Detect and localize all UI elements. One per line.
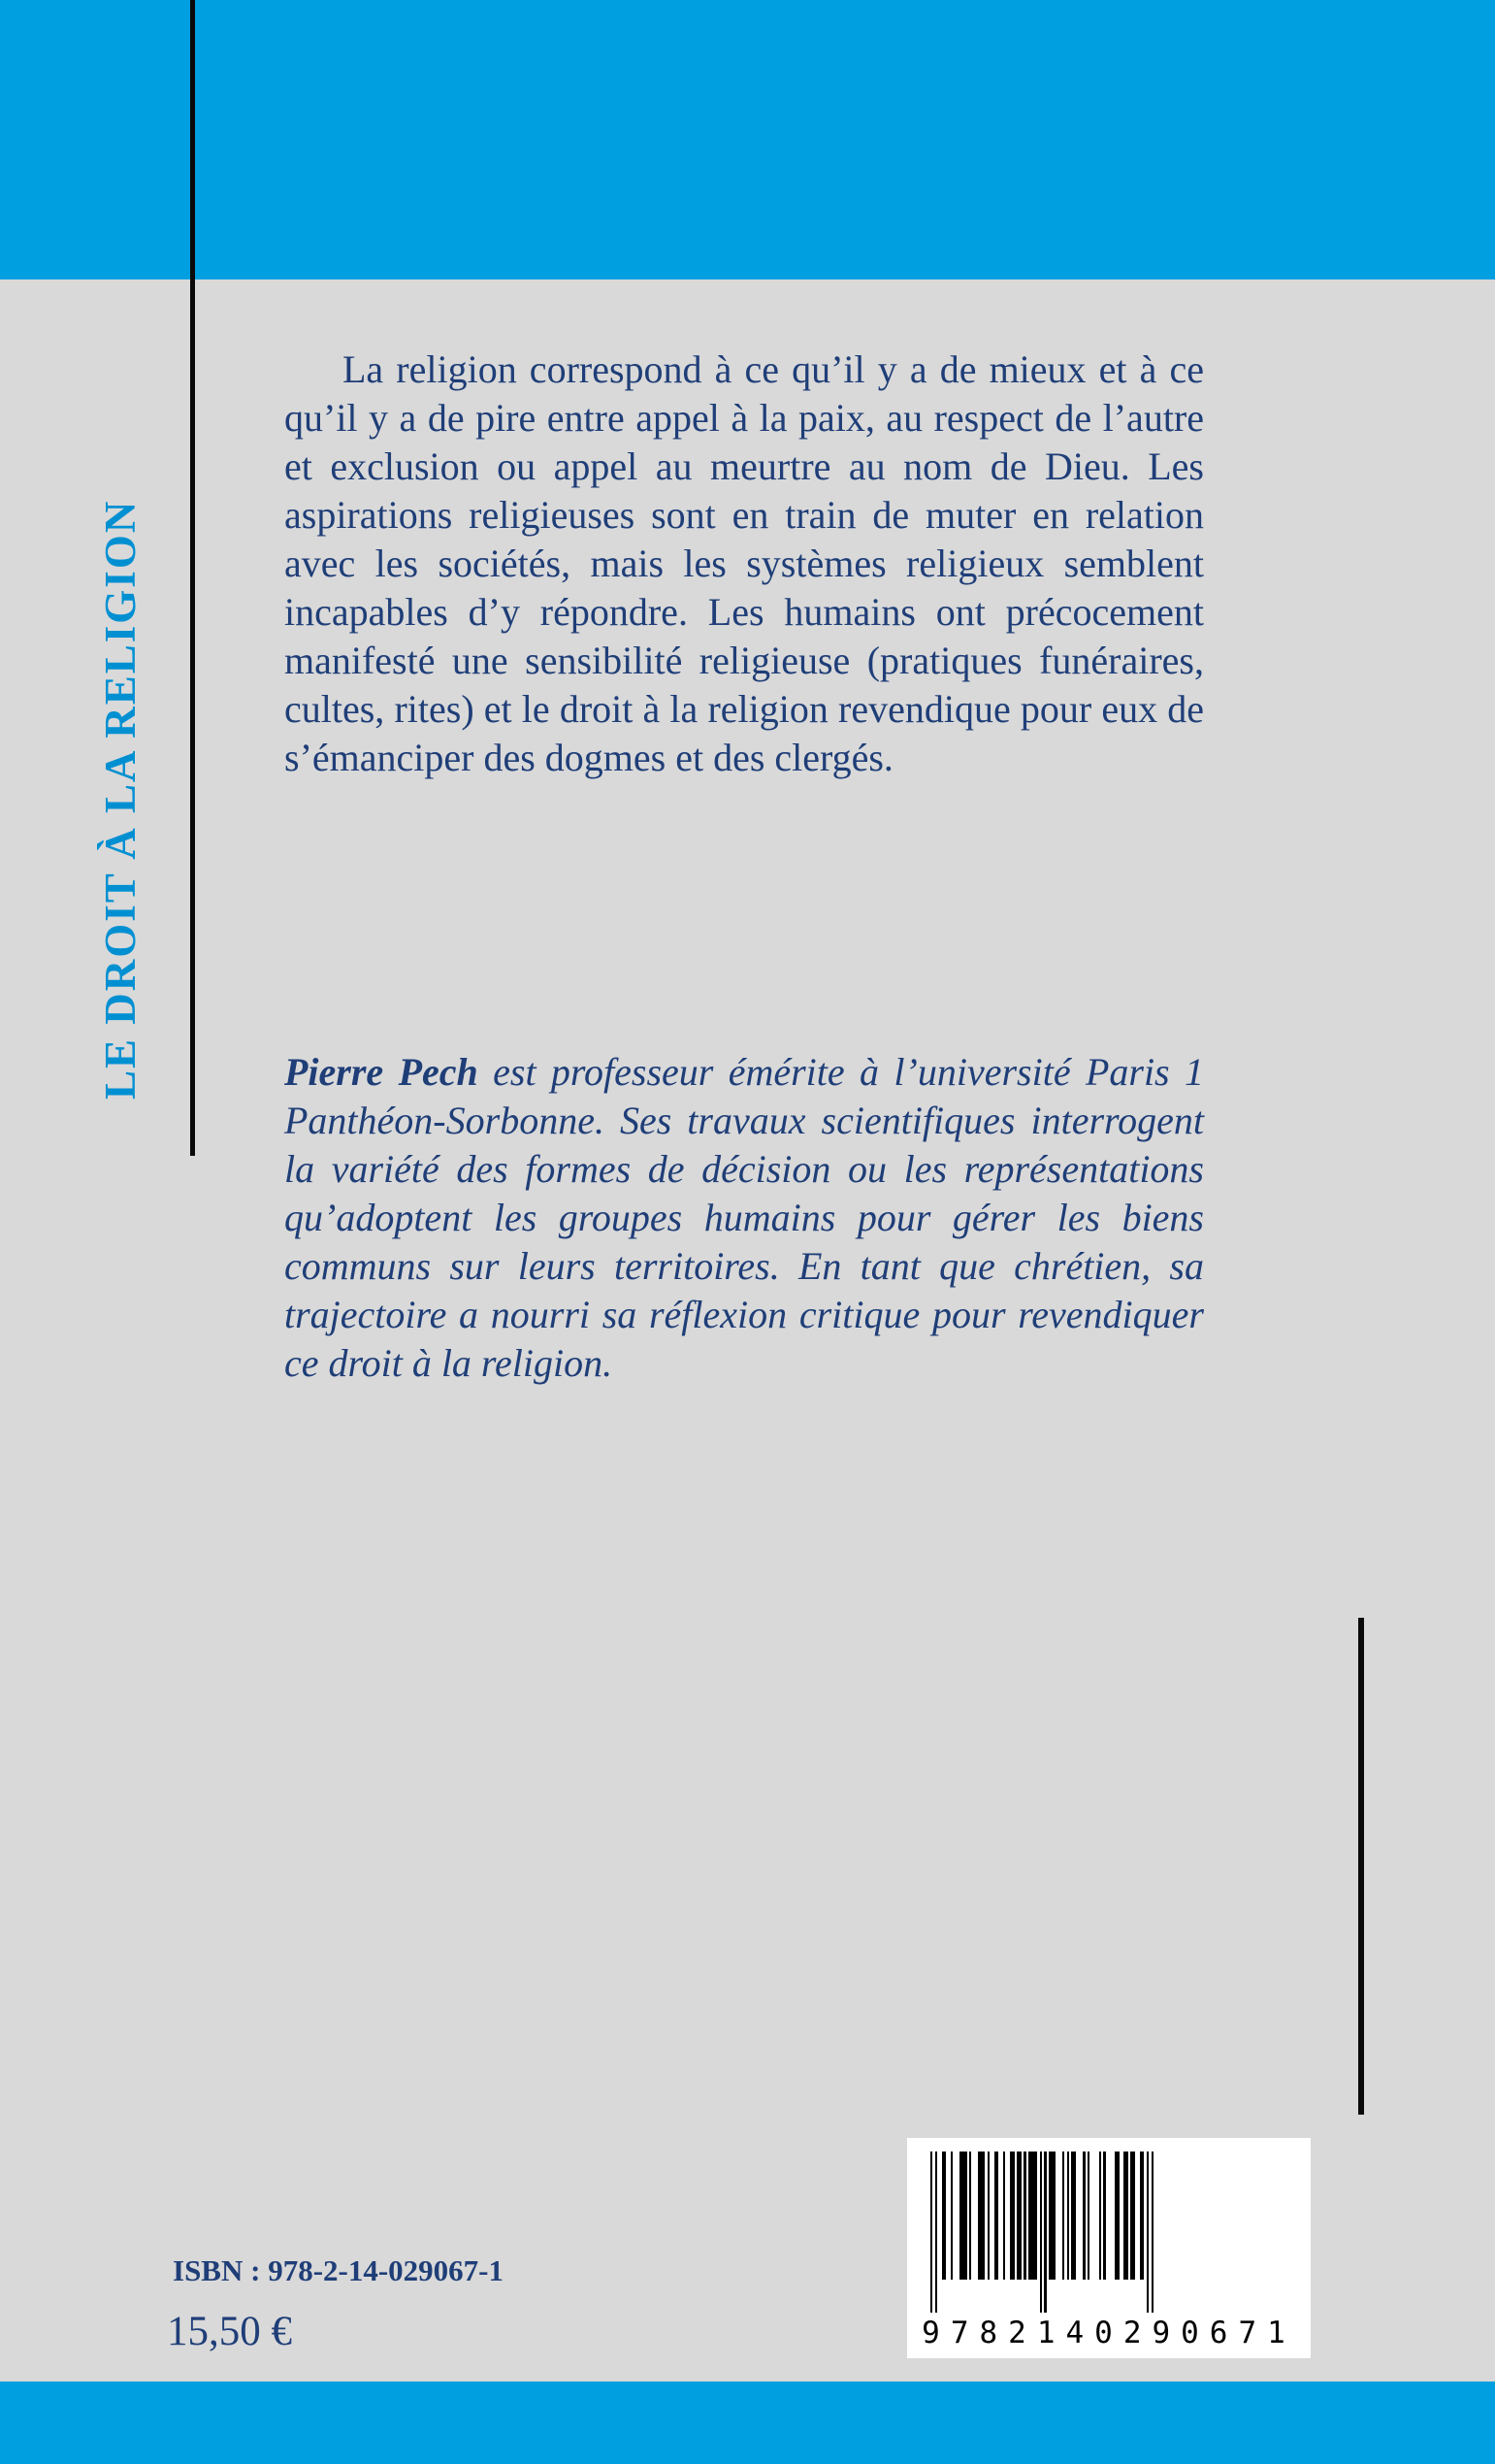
barcode-panel [907,2138,1311,2358]
author-bio-paragraph [284,1048,1204,1388]
left-vertical-rule [190,0,195,1156]
top-blue-band [0,0,1495,279]
author-name: Pierre Pech [284,1050,478,1094]
barcode-number: 9782140290671 [922,2316,1296,2350]
bottom-blue-band [0,2382,1495,2464]
author-bio-text: est professeur émérite à l’université Paris 1 Panthéon-Sorbonne. Ses travaux scientifiques interrogent la variété des formes de décision ou les représentations qu’adoptent les groupes humains pour gérer les biens communs sur leurs territoires. En tant que chrétien, sa trajectoire a nourri sa réflexion critique pour revendiquer ce droit à la religion. [284,1050,1204,1385]
spine-title: LE DROIT À LA RELIGION [96,499,145,1100]
isbn-label: ISBN : 978-2-14-029067-1 [173,2253,504,2287]
price-label: 15,50 € [167,2309,292,2354]
synopsis-paragraph: La religion correspond à ce qu’il y a de mieux et à ce qu’il y a de pire entre appel à la paix, au respect de l’autre et exclusion ou appel au meurtre au nom de Dieu. Les aspirations religieuses sont en train de muter en relation avec les sociétés, mais les systèmes religieux semblent incapables d’y répondre. Les humains ont précocement manifesté une sensibilité religieuse (pratiques funéraires, cultes, rites) et le droit à la religion revendique pour eux de s’émanciper des dogmes et des clergés. [284,347,1204,779]
barcode-bars [930,2152,1287,2315]
right-vertical-rule [1358,1618,1364,2115]
